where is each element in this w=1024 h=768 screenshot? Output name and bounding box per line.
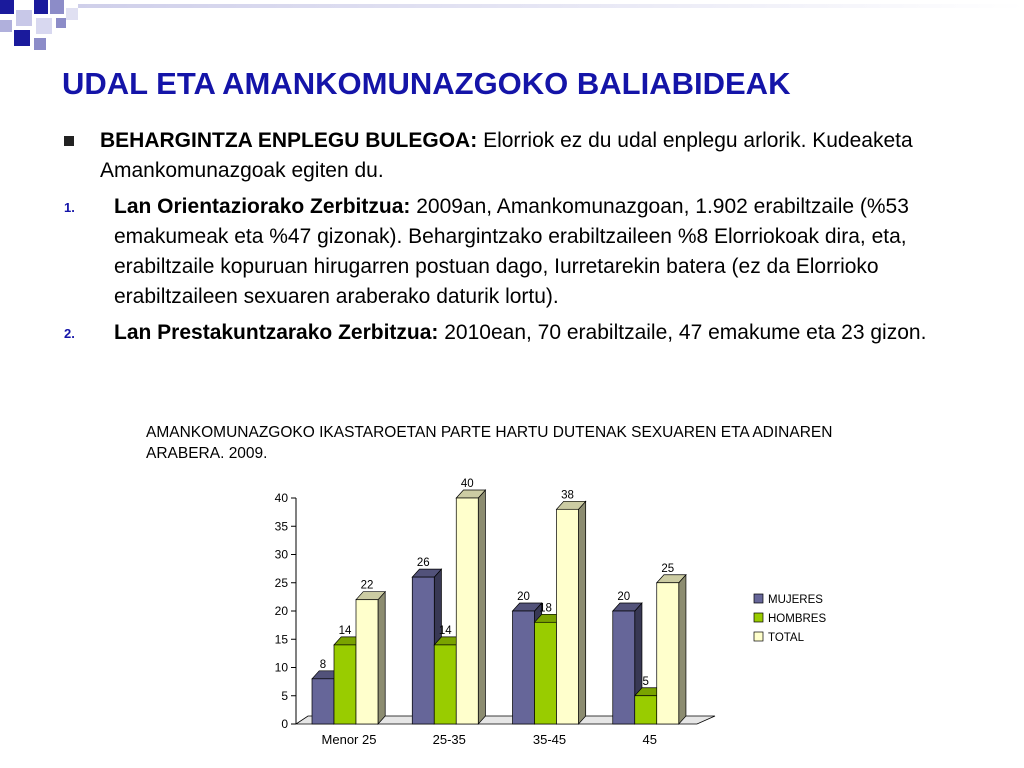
- data-label: 38: [561, 489, 574, 502]
- bar-mujeres: [513, 611, 535, 724]
- legend-label: MUJERES: [768, 594, 823, 606]
- bullet-heading: BEHARGINTZA ENPLEGU BULEGOA:: [100, 129, 478, 152]
- y-tick-label: 30: [274, 547, 288, 562]
- bar-mujeres: [312, 679, 334, 724]
- bar-total: [557, 509, 579, 724]
- bar-mujeres: [613, 611, 635, 724]
- bar-side: [378, 592, 385, 724]
- item-text: 2010ean, 70 erabiltzaile, 47 emakume eta 23 gizon.: [438, 321, 927, 344]
- legend-swatch: [754, 594, 763, 603]
- bullet-text: Elorriok ez du udal enplegu arlorik. Kudeaketa Amankomunazgoak egiten du.: [100, 129, 913, 182]
- data-label: 8: [319, 658, 327, 671]
- numbered-item-2: [62, 318, 962, 348]
- data-label: 20: [617, 591, 631, 603]
- x-tick-label: Menor 25: [321, 732, 377, 747]
- header-rule: [78, 4, 1024, 8]
- y-tick-label: 15: [274, 632, 288, 647]
- legend-label: HOMBRES: [768, 613, 827, 625]
- slide-title: UDAL ETA AMANKOMUNAZGOKO BALIABIDEAK: [62, 66, 791, 101]
- x-tick-label: 35-45: [532, 732, 567, 747]
- bar-hombres: [635, 696, 657, 724]
- bar-side: [478, 490, 485, 724]
- chart-title: AMANKOMUNAZGOKO IKASTAROETAN PARTE HARTU DUTENAK SEXUAREN ETA ADINAREN ARABERA. 2009.: [146, 424, 833, 462]
- data-label: 14: [438, 624, 452, 637]
- y-tick-label: 25: [274, 575, 288, 590]
- x-tick-label: 25-35: [432, 732, 466, 747]
- bullet-item: [62, 126, 962, 186]
- data-label: 20: [517, 591, 530, 603]
- bar-total: [356, 600, 378, 724]
- item-heading: Lan Orientaziorako Zerbitzua:: [114, 195, 411, 218]
- item-text: 2009an, Amankomunazgoan, 1.902 erabiltzaile (%53 emakumeak eta %47 gizonak). Behargintzako erabiltzaileen %8 Elorriokoak dira, eta, erabiltzaile kopuruan hirugarren postuan dago, Iurretarekin batera (ez da Elorrioko erabiltzaileen sexuaren araberako daturik lortu).: [114, 195, 909, 308]
- item-heading: Lan Prestakuntzarako Zerbitzua:: [114, 321, 439, 344]
- data-label: 5: [642, 675, 649, 688]
- bar-total: [657, 583, 679, 724]
- bar-hombres: [535, 622, 557, 724]
- numbered-item-1: [62, 192, 962, 312]
- legend-label: TOTAL: [768, 632, 804, 644]
- bar-total: [456, 498, 478, 724]
- legend-swatch: [754, 632, 763, 641]
- bar-side: [679, 575, 686, 724]
- data-label: 14: [338, 624, 352, 637]
- y-tick-label: 0: [281, 717, 288, 731]
- legend-swatch: [754, 613, 763, 622]
- bar-hombres: [334, 645, 356, 724]
- data-label: 26: [416, 557, 430, 570]
- bar-side: [579, 501, 586, 724]
- data-label: 25: [661, 562, 675, 575]
- item-number: 1.: [64, 200, 75, 215]
- data-label: 22: [360, 579, 374, 592]
- x-tick-label: 45: [642, 732, 657, 747]
- y-tick-label: 5: [281, 688, 288, 703]
- data-label: 18: [539, 602, 552, 615]
- y-tick-label: 40: [274, 491, 288, 505]
- data-label: 40: [460, 478, 474, 490]
- bar-hombres: [434, 645, 456, 724]
- square-bullet-icon: [64, 136, 74, 146]
- y-tick-label: 35: [274, 519, 288, 534]
- y-tick-label: 20: [274, 604, 288, 618]
- item-number: 2.: [64, 326, 75, 341]
- bar-chart: [240, 474, 840, 760]
- y-tick-label: 10: [274, 660, 288, 675]
- slide-content: [62, 126, 962, 348]
- bar-mujeres: [412, 577, 434, 724]
